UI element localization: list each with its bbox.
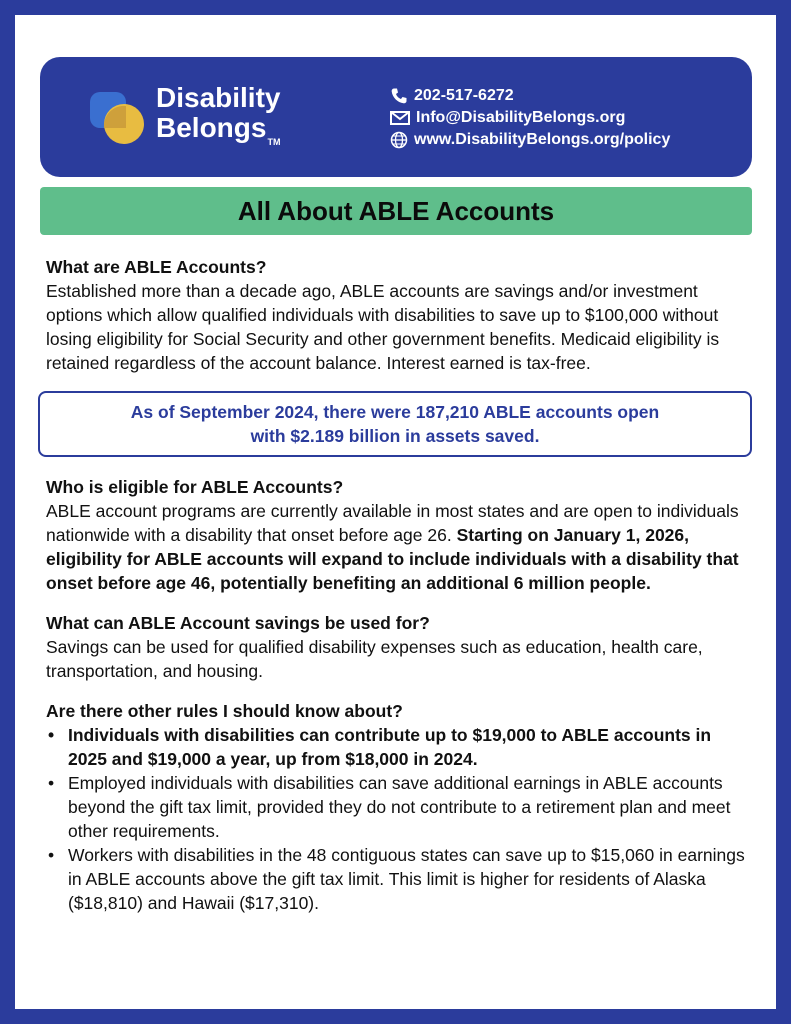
- callout-line-2: with $2.189 billion in assets saved.: [250, 426, 540, 446]
- eligibility-expansion-text: Starting on January 1, 2026, eligibility for ABLE accounts will expand to include individuals with a disability that onset before age 46, potentially benefiting an additional 6 million people.: [46, 525, 739, 593]
- contact-phone-row: [390, 85, 670, 107]
- header-banner: [40, 57, 752, 177]
- website-url[interactable]: www.DisabilityBelongs.org/policy: [414, 131, 671, 148]
- section-body: Established more than a decade ago, ABLE accounts are savings and/or investment options which allow qualified individuals with disabilities to save up to $100,000 without losing eligibility for Social Security and other government benefits. Medicaid eligibility is retained regardless of the account balance. Interest earned is tax-free.: [46, 281, 720, 373]
- callout-line-1: As of September 2024, there were 187,210 ABLE accounts open: [130, 402, 660, 422]
- trademark-mark: TM: [267, 137, 281, 147]
- section-heading: What are ABLE Accounts?: [46, 257, 267, 277]
- main-content: [46, 255, 746, 931]
- list-item: • Workers with disabilities in the 48 contiguous states can save up to $15,060 in earnings in ABLE accounts above the gift tax limit. This limit is higher for residents of Alaska ($18,810) and Hawaii ($17,310).: [46, 843, 746, 915]
- section-heading: Who is eligible for ABLE Accounts?: [46, 477, 344, 497]
- contact-email-row: [390, 107, 670, 129]
- contact-info: [390, 85, 670, 151]
- phone-number[interactable]: 202-517-6272: [414, 87, 514, 104]
- envelope-icon: [390, 110, 410, 126]
- section-eligibility: [46, 475, 746, 595]
- section-body: Savings can be used for qualified disability expenses such as education, health care, transportation, and housing.: [46, 637, 703, 681]
- globe-icon: [390, 131, 408, 149]
- brand-line-2: Belongs: [156, 112, 267, 143]
- contact-website-row: [390, 129, 670, 151]
- list-item: • Individuals with disabilities can contribute up to $19,000 to ABLE accounts in 2025 and $19,000 a year, up from $18,000 in 2024.: [46, 723, 746, 771]
- flyer-page: [15, 15, 776, 1009]
- statistics-callout: [38, 391, 752, 457]
- rules-list: [46, 723, 746, 915]
- section-body: [46, 499, 746, 595]
- section-what-are: [46, 255, 746, 375]
- eligibility-text: ABLE account programs are currently available in most states and are open to individuals nationwide with a disability that onset before age 26.: [46, 501, 739, 545]
- email-address[interactable]: Info@DisabilityBelongs.org: [416, 109, 626, 126]
- section-rules: [46, 699, 746, 915]
- disability-belongs-logo-icon: [88, 90, 150, 150]
- phone-icon: [390, 87, 408, 105]
- page-title: All About ABLE Accounts: [40, 187, 752, 235]
- section-heading: Are there other rules I should know about?: [46, 701, 403, 721]
- section-heading: What can ABLE Account savings be used for?: [46, 613, 430, 633]
- brand-name: [156, 82, 281, 147]
- list-item: • Employed individuals with disabilities can save additional earnings in ABLE accounts beyond the gift tax limit, provided they do not contribute to a retirement plan and meet other requirements.: [46, 771, 746, 843]
- section-uses: [46, 611, 746, 683]
- brand-line-1: Disability: [156, 82, 281, 113]
